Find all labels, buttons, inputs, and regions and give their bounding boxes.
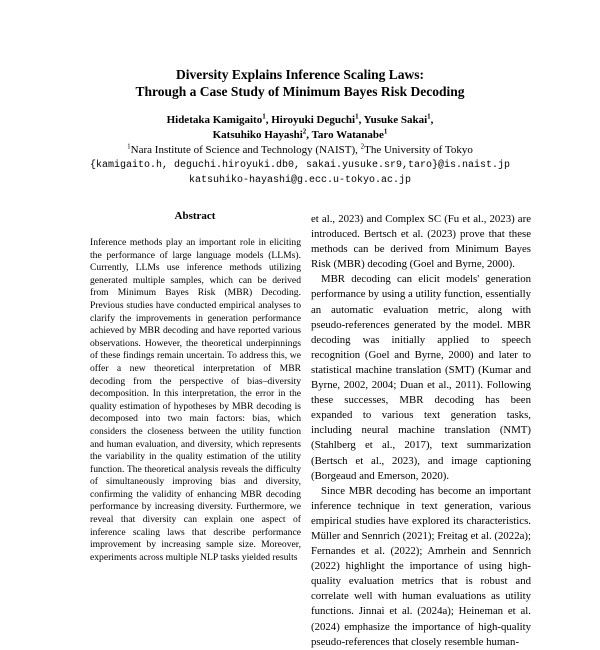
body-paragraph: Since MBR decoding has become an important inference technique in text generation, various empirical studies have explored its characteristics. Müller and Sennrich (2021); Freitag et al. (2022a); Fernandes et al. (2022); Amrhein and Sennrich (2022) highlight the importance of using high-quality evaluation metrics that is robust and correlate well with human evaluations as utility functions. Jinnai et al. (2024a); Heineman et al. (2024) emphasize the importance of high-quality pseudo-references that closely resemble human- bbox=[311, 484, 531, 648]
affiliation-mark: 2 bbox=[360, 142, 365, 151]
author-name: Hiroyuki Deguchi bbox=[271, 114, 356, 126]
email-line-2: katsuhiko-hayashi@g.ecc.u-tokyo.ac.jp bbox=[188, 175, 412, 186]
author-name: Taro Watanabe bbox=[311, 129, 384, 141]
affiliation-naist: Nara Institute of Science and Technology (NAIST), bbox=[130, 144, 361, 156]
affiliation-line bbox=[0, 143, 600, 158]
abstract-heading: Abstract bbox=[174, 210, 216, 222]
author-affiliation-mark: 1 bbox=[383, 127, 388, 136]
author-affiliation-mark: 1 bbox=[262, 112, 266, 121]
right-column bbox=[311, 212, 531, 648]
affiliation-mark: 1 bbox=[127, 142, 131, 151]
author-affiliation-mark: 1 bbox=[355, 112, 359, 121]
author-separator: , bbox=[430, 114, 434, 126]
author-block bbox=[0, 113, 600, 188]
author-line-2 bbox=[0, 128, 600, 143]
author-separator: , bbox=[306, 129, 312, 141]
paper-title bbox=[0, 66, 600, 100]
body-paragraph: et al., 2023) and Complex SC (Fu et al., 2023) are introduced. Bertsch et al. (2023) prove that these methods can be derived from Minimum Bayes Risk (MBR) decoding (Goel and Byrne, 2000). bbox=[311, 213, 531, 271]
title-line-1: Diversity Explains Inference Scaling Laws: bbox=[175, 67, 424, 82]
body-paragraph: MBR decoding can elicit models' generation performance by using a utility function, essentially an automatic evaluation metric, along with pseudo-references generated by the model. MBR decoding was initially applied to speech recognition (Goel and Byrne, 2000) and later to statistical machine translation (SMT) (Kumar and Byrne, 2002, 2004; Duan et al., 2011). Following these successes, MBR decoding has been expanded to various text generation tasks, including neural machine translation (NMT) (Stahlberg et al., 2017), text summarization (Bertsch et al., 2023), and image captioning (Borgeaud and Emerson, 2020). bbox=[311, 273, 531, 482]
author-name: Katsuhiko Hayashi bbox=[212, 129, 303, 141]
author-name: Yusuke Sakai bbox=[363, 114, 428, 126]
author-affiliation-mark: 1 bbox=[427, 112, 431, 121]
author-name: Hidetaka Kamigaito bbox=[166, 114, 263, 126]
affiliation-tokyo: The University of Tokyo bbox=[364, 144, 473, 156]
author-separator: , bbox=[265, 114, 272, 126]
email-line-1: {kamigaito.h, deguchi.hiroyuki.db0, sakai.yusuke.sr9,taro}@is.naist.jp bbox=[89, 160, 511, 171]
author-separator: , bbox=[358, 114, 364, 126]
author-affiliation-mark: 2 bbox=[302, 127, 307, 136]
abstract-body: Inference methods play an important role in eliciting the performance of large language models (LLMs). Currently, LLMs use inference methods utilizing generated multiple samples, which can be derived from Minimum Bayes Risk (MBR) Decoding. Previous studies have conducted empirical analyses to clarify the improvements in generation performance achieved by MBR decoding and have reported various observations. However, the theoretical underpinnings of these findings remain uncertain. To address this, we offer a new theoretical interpretation of MBR decoding from the perspective of bias–diversity decomposition. In this interpretation, the error in the quality estimation of hypotheses by MBR decoding is decomposed into two main factors: bias, which considers the closeness between the utility function and human evaluation, and diversity, which represents the variability in the quality estimation of the utility function. The theoretical analysis reveals the difficulty of simultaneously improving bias and diversity, confirming the validity of enhancing MBR decoding performance by increasing diversity. Furthermore, we reveal that diversity can explain one aspect of inference scaling laws that describe performance improvement by increasing sample size. Moreover, experiments across multiple NLP tasks yielded results bbox=[90, 237, 301, 563]
author-line-1 bbox=[0, 113, 600, 128]
title-line-2: Through a Case Study of Minimum Bayes Risk Decoding bbox=[135, 84, 465, 99]
